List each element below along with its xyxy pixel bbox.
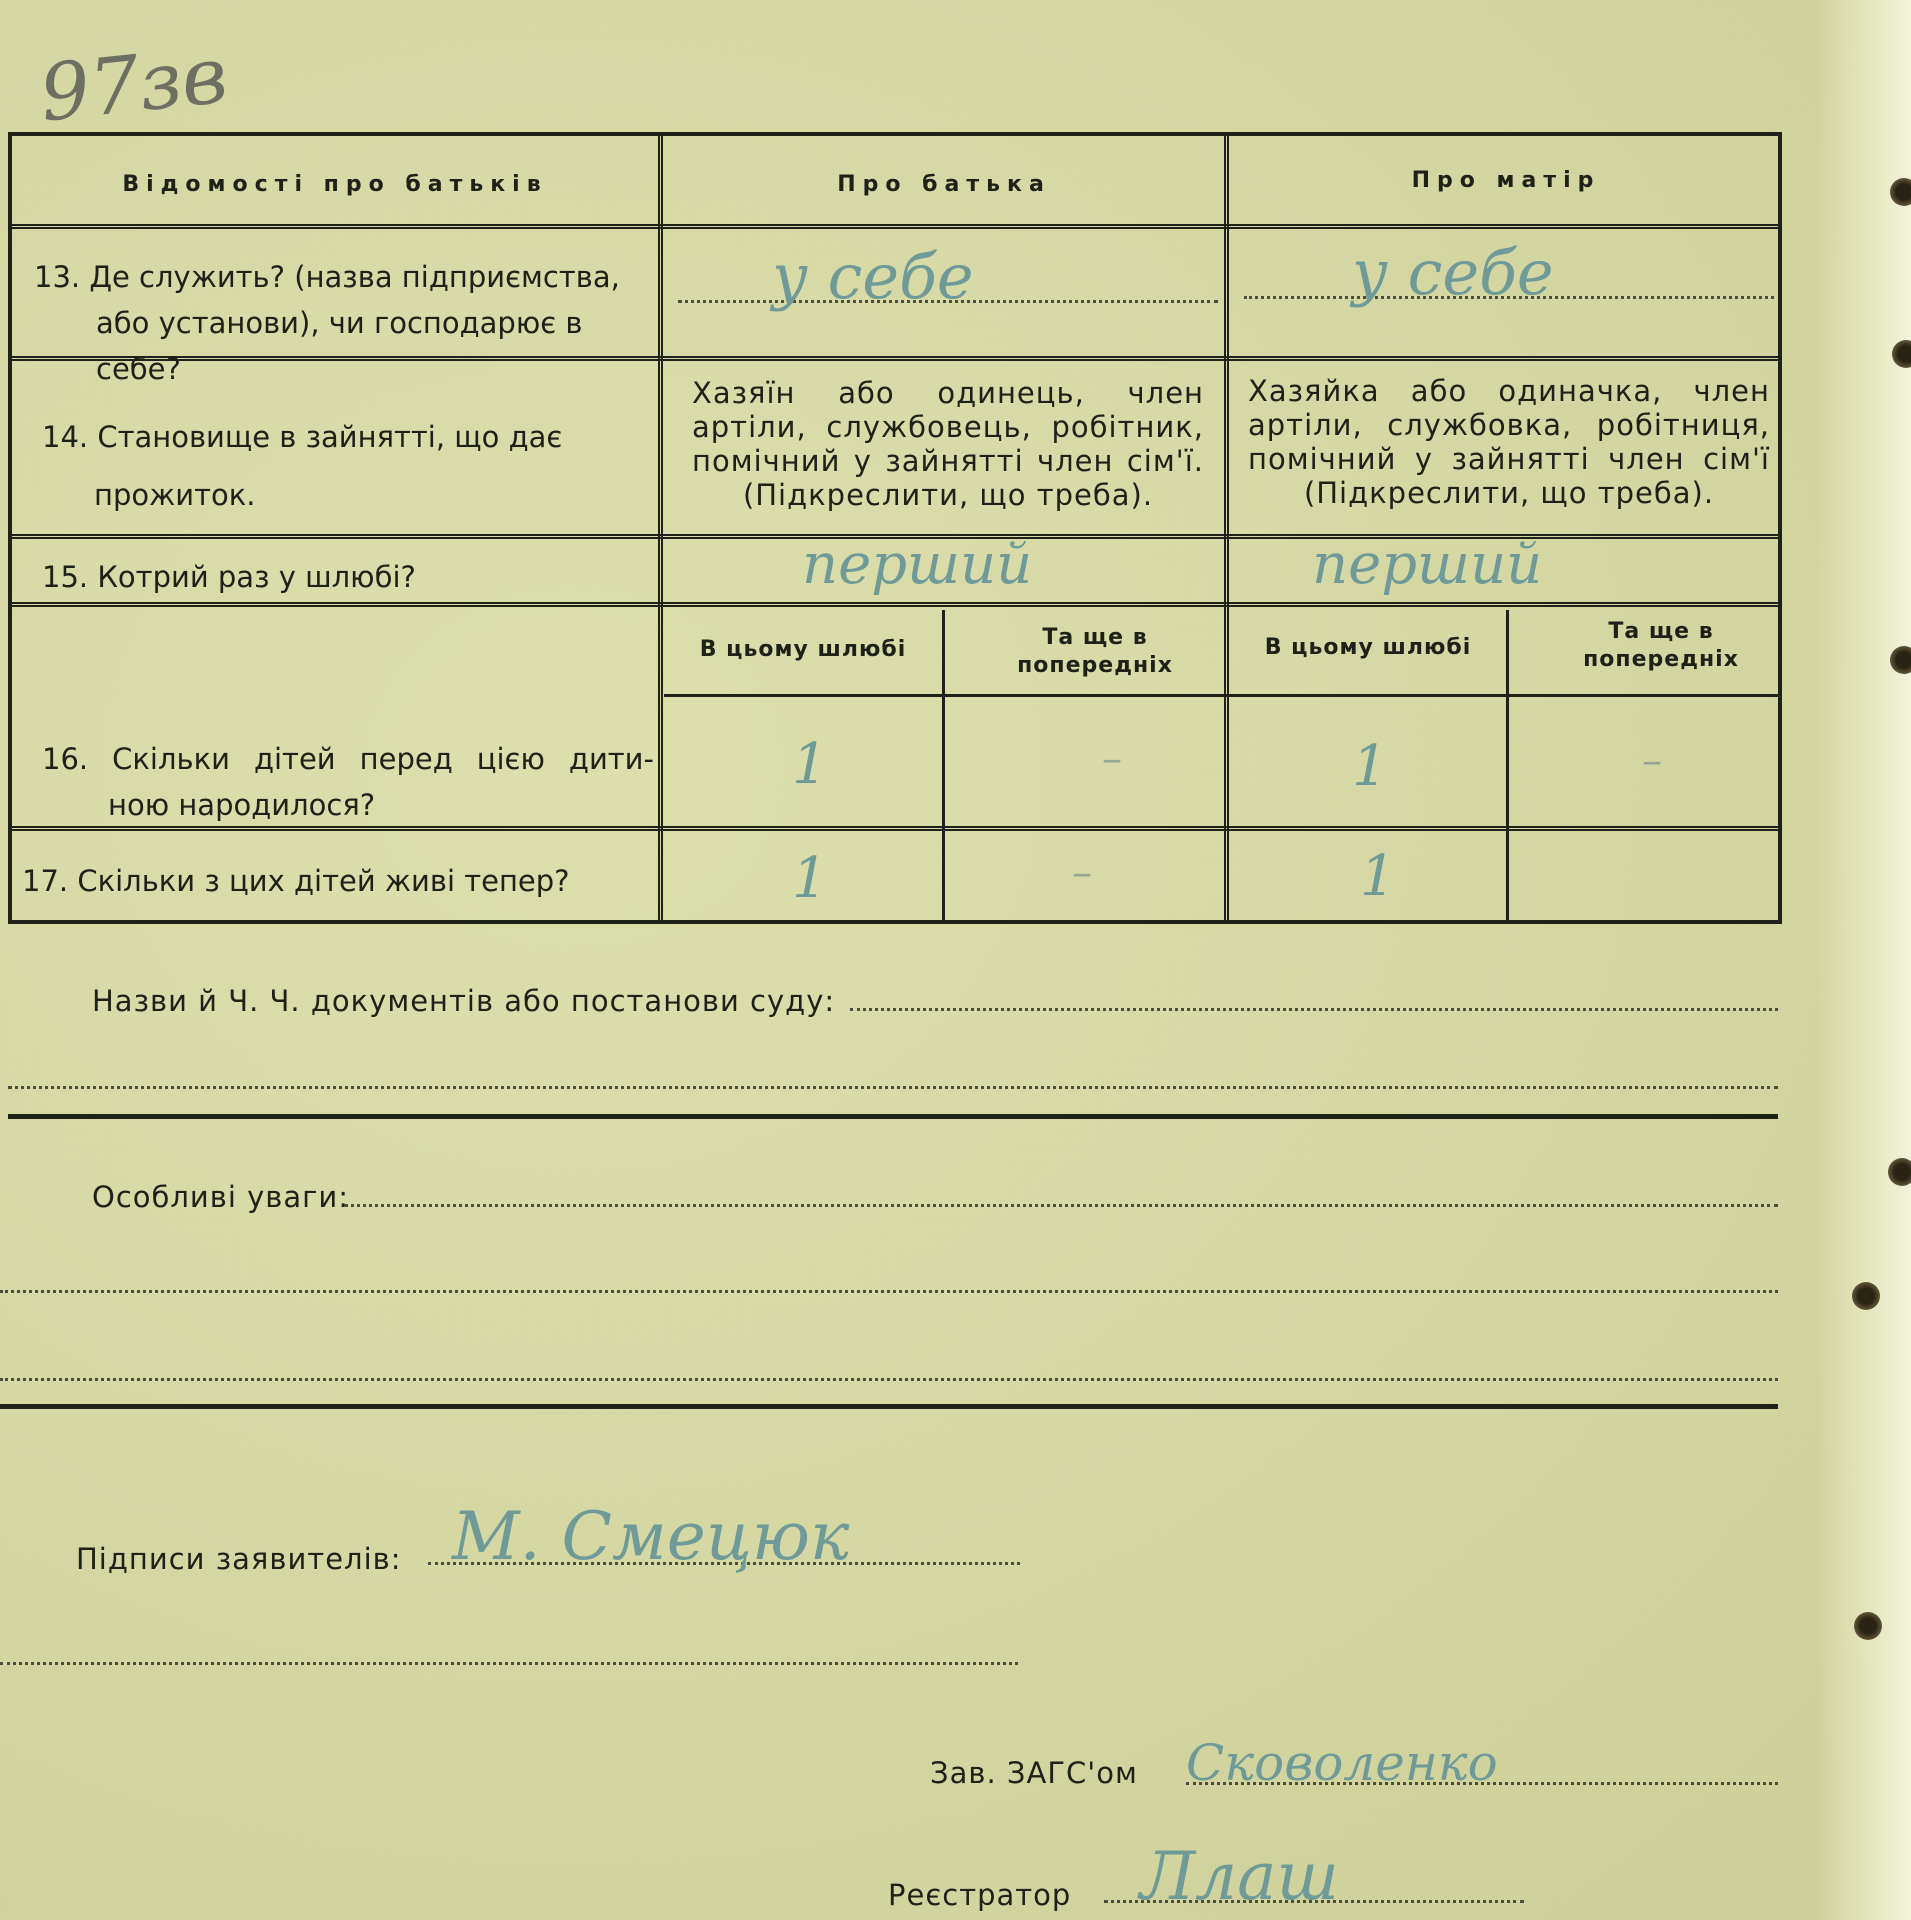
documents-line-1 [850,1008,1778,1011]
corner-page-number: 97зв [35,30,232,140]
applicants-signature: М. Смецюк [452,1498,850,1575]
punch-hole [1888,1158,1911,1186]
documents-line-2 [8,1086,1778,1089]
q16-line1: 16. Скільки дітей перед цією дити- [42,742,654,776]
col-divider-mother-sub [1506,610,1509,920]
documents-separator [8,1114,1778,1119]
remarks-label: Особливі уваги: [92,1180,350,1214]
remarks-line-1 [344,1204,1778,1207]
q17-father-this: 1 [792,846,828,911]
documents-label: Назви й Ч. Ч. документів або постанови суду: [92,984,836,1018]
head-registry-signature: Сковоленко [1186,1734,1498,1792]
q16-mother-previous: – [1642,738,1662,784]
punch-hole [1890,178,1911,206]
q17-father-previous: – [1072,850,1092,896]
signatures-line-2 [0,1662,1018,1665]
header-father: Про батька [837,172,1051,197]
q14-label [42,408,642,524]
q14-father-options: Хазяїн або одинець, член артіли, службовець, робітник, помічний у зайнятті член сім'ї. (Підкреслити, що треба). [692,376,1204,512]
col-divider-father-sub [942,610,945,920]
col-divider-1 [658,136,663,920]
row-divider-header [12,224,1778,229]
q13-label [34,254,654,392]
q13-father-value: у себе [772,240,974,313]
row-divider-15 [12,602,1778,607]
q16-label [42,736,654,828]
punch-hole [1852,1282,1880,1310]
q13-line2: або установи), чи господарює в себе? [96,306,583,386]
subheader-mother-this-marriage: В цьому шлюбі [1264,635,1472,660]
q16-mother-this: 1 [1352,734,1388,799]
remarks-line-2 [0,1290,1778,1293]
q15-father-value: перший [802,532,1033,597]
q14-mother-options: Хазяйка або одиначка, член артіли, службовка, робітниця, помічний у зайнятті член сім'ї (Підкреслити, що треба). [1248,374,1770,510]
parents-info-table [8,132,1782,924]
subheader-father-previous: Та ще в попередніх [1017,625,1173,678]
signatures-label: Підписи заявителів: [76,1542,402,1576]
q15-mother-value: перший [1312,532,1543,597]
q13-line1: 13. Де служить? (назва підприємства, [34,260,620,294]
q17-label: 17. Скільки з цих дітей живі тепер? [22,864,570,898]
punch-hole [1890,646,1911,674]
q17-mother-this: 1 [1360,844,1396,909]
q16-line2: ною народилося? [108,788,376,822]
q16-father-this: 1 [792,732,828,797]
row-divider-subheader [664,694,1778,697]
q14-line2: прожиток. [94,478,256,512]
q16-father-previous: – [1102,736,1122,782]
registrar-label: Реєстратор [888,1878,1072,1912]
q14-line1: 14. Становище в зайнятті, що дає [42,420,563,454]
subheader-father-this-marriage: В цьому шлюбі [699,637,907,662]
q13-mother-value: у себе [1352,236,1554,309]
col-divider-2 [1224,136,1229,920]
remarks-separator [0,1404,1778,1409]
registrar-signature: Ллаш [1140,1838,1339,1915]
header-mother: Про матір [1411,168,1601,193]
remarks-line-3 [0,1378,1778,1381]
punch-hole [1854,1612,1882,1640]
subheader-mother-previous: Та ще в попередніх [1583,619,1739,672]
q15-label: 15. Котрий раз у шлюбі? [42,560,416,594]
header-parents-info: Відомості про батьків [122,172,548,197]
head-registry-label: Зав. ЗАГС'ом [930,1756,1138,1790]
